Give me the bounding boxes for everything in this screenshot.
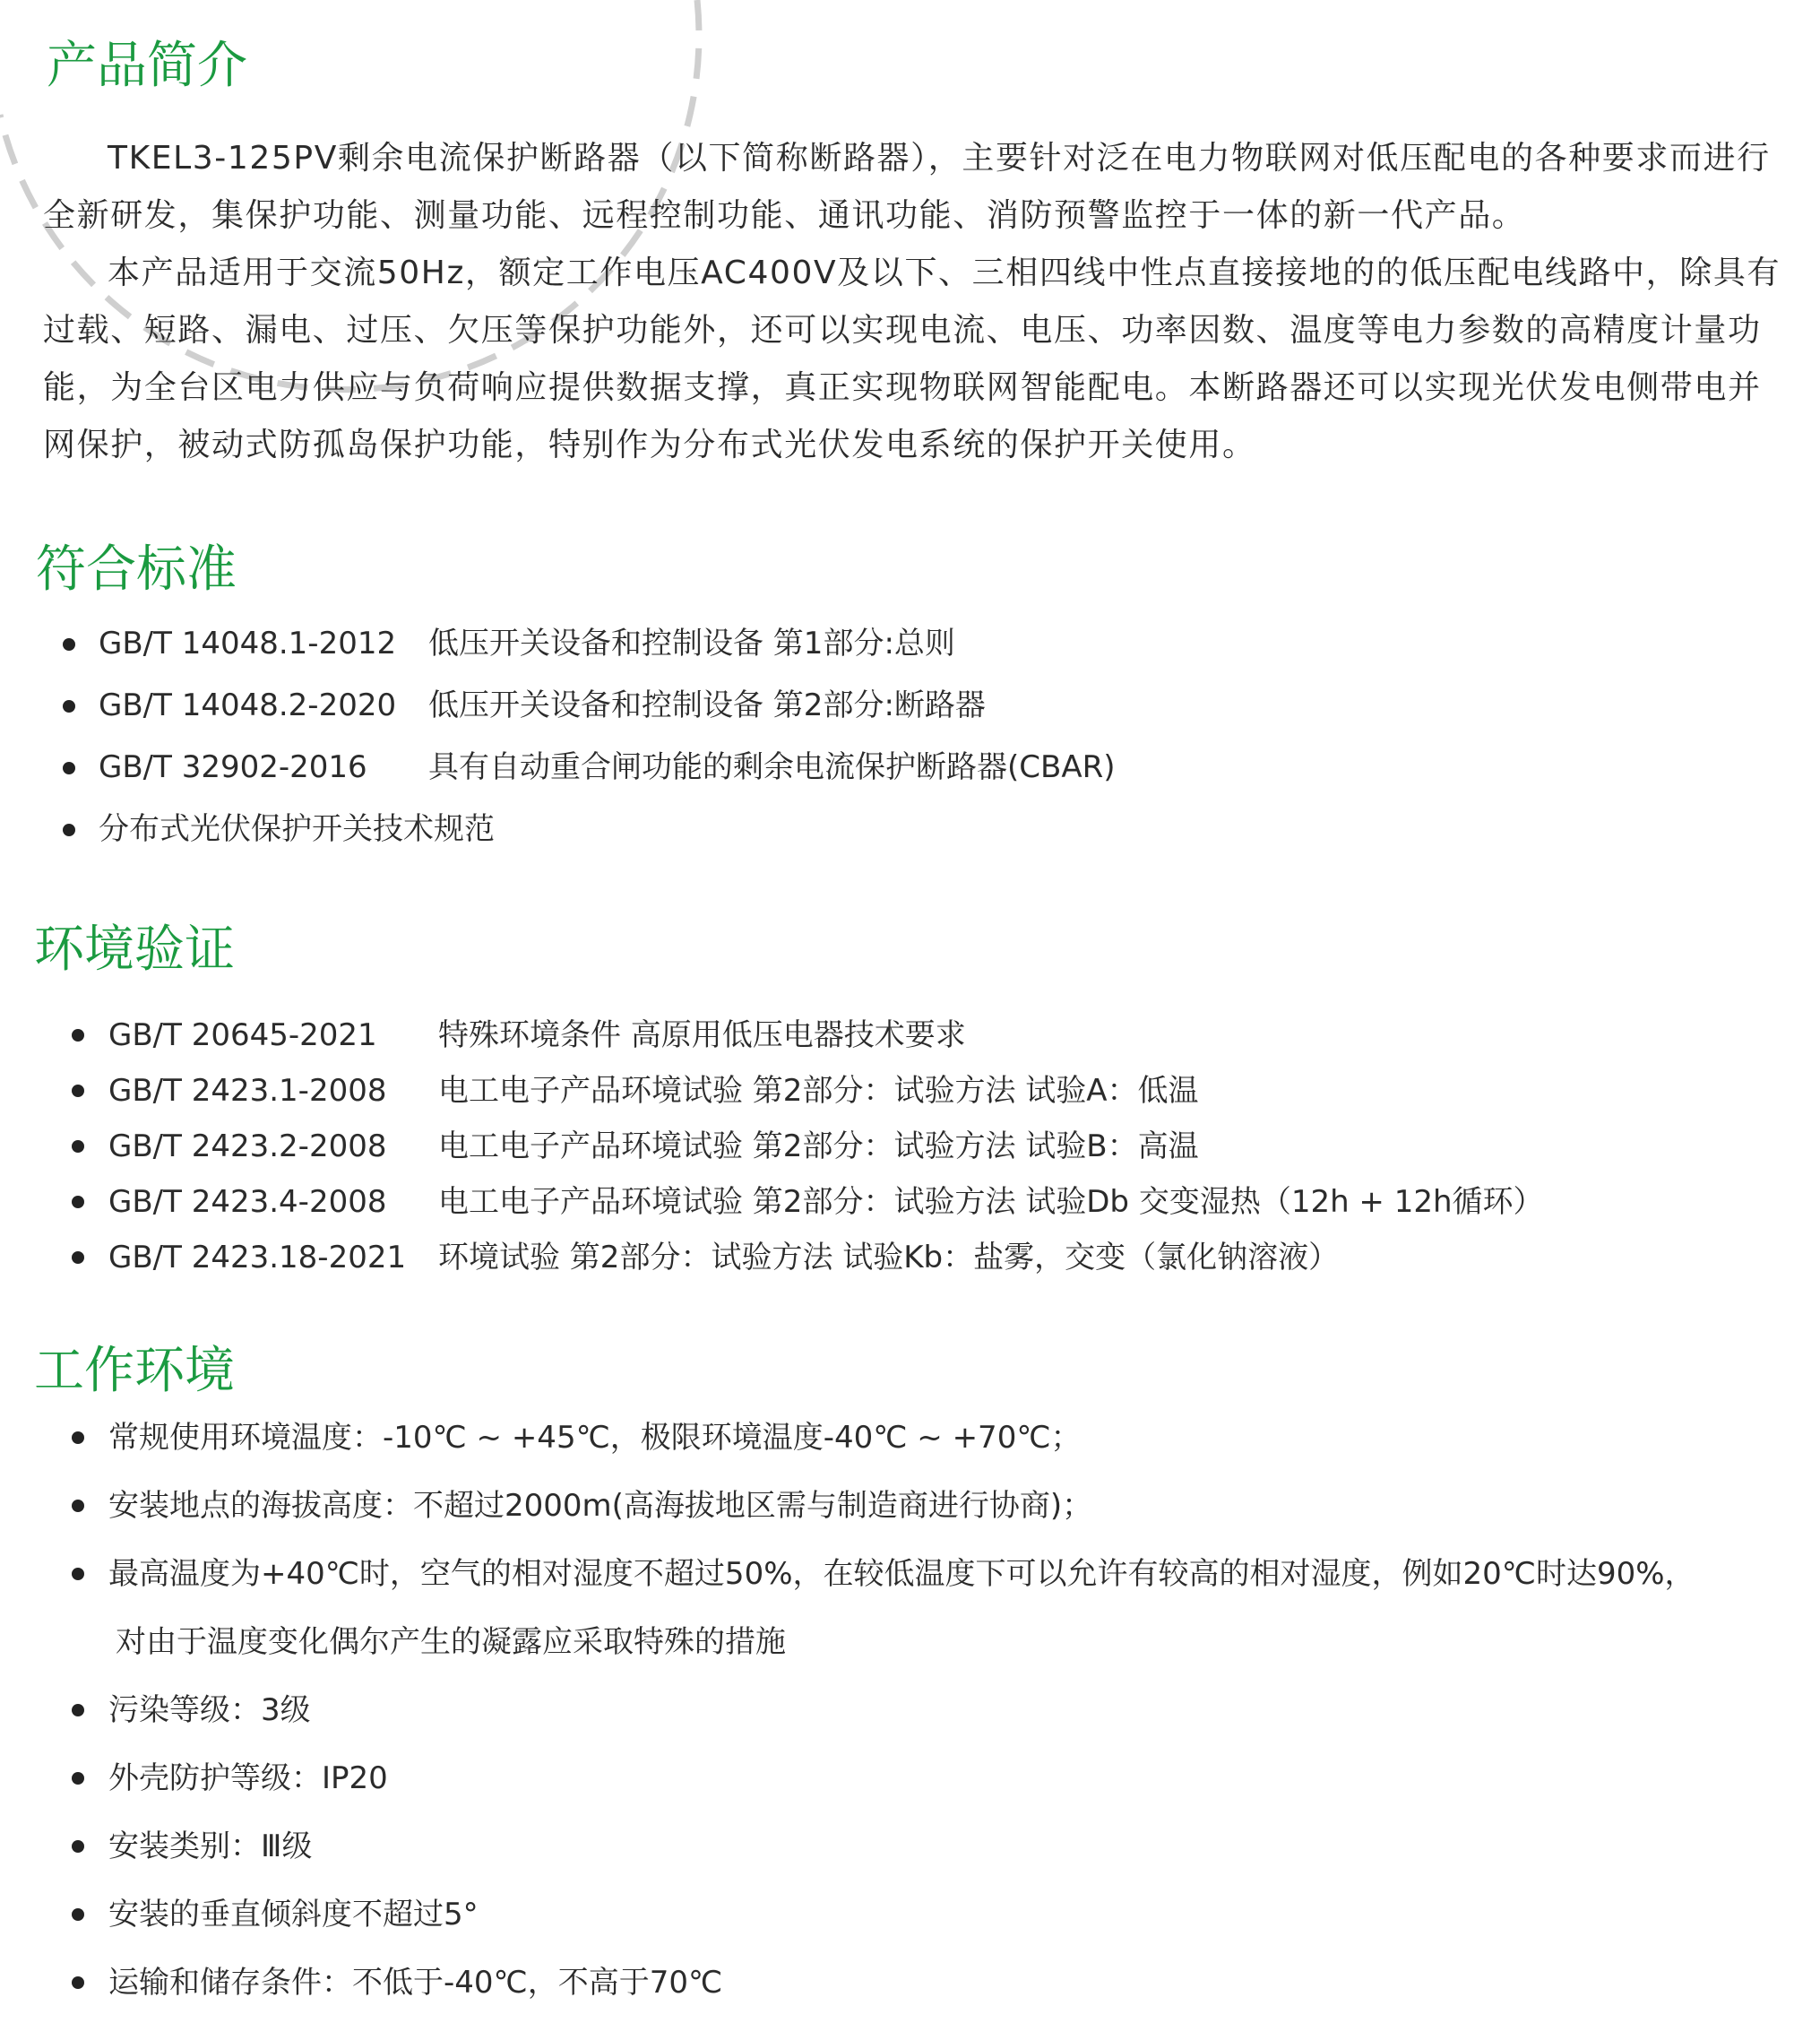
condition-text: 最高温度为+40℃时，空气的相对湿度不超过50%，在较低温度下可以允许有较高的相对湿度，例如20℃时达90%，	[108, 1556, 1695, 1592]
condition-text: 污染等级：3级	[108, 1692, 311, 1728]
list-item	[70, 1949, 1695, 2017]
list-item	[41, 799, 1115, 860]
list-item	[70, 1230, 1544, 1285]
section-heading-intro: 产品简介	[47, 37, 247, 95]
list-item	[70, 1404, 1695, 1472]
list-item	[41, 737, 1115, 799]
test-code: GB/T 20645-2021	[108, 1017, 377, 1053]
standard-code: GB/T 14048.1-2012	[99, 626, 397, 661]
environment-tests-list	[70, 1007, 1544, 1285]
test-code: GB/T 2423.1-2008	[108, 1073, 387, 1109]
test-title: 电工电子产品环境试验 第2部分：试验方法 试验Db 交变湿热（12h + 12h循环）	[438, 1184, 1544, 1220]
intro-paragraph: TKEL3-125PV剩余电流保护断路器（以下简称断路器），主要针对泛在电力物联网对低压配电的各种要求而进行全新研发，集保护功能、测量功能、远程控制功能、通讯功能、消防预警监控于一体的新一代产品。	[43, 140, 1771, 234]
condition-text: 运输和储存条件：不低于-40℃，不高于70℃	[108, 1965, 723, 2001]
list-item	[70, 1174, 1544, 1230]
condition-text-continued: 对由于温度变化偶尔产生的凝露应采取特殊的措施	[116, 1624, 786, 1660]
list-item	[70, 1063, 1544, 1119]
list-item	[41, 675, 1115, 737]
standard-title: 具有自动重合闸功能的剩余电流保护断路器(CBAR)	[428, 749, 1116, 785]
intro-text	[43, 130, 1790, 474]
section-heading-working-conditions: 工作环境	[34, 1342, 235, 1400]
standard-title: 低压开关设备和控制设备 第1部分:总则	[428, 626, 955, 661]
list-item	[70, 1676, 1695, 1744]
test-title: 环境试验 第2部分：试验方法 试验Kb：盐雾，交变（氯化钠溶液）	[438, 1240, 1340, 1275]
list-item	[70, 1007, 1544, 1063]
test-code: GB/T 2423.18-2021	[108, 1240, 407, 1275]
list-item	[70, 1540, 1695, 1676]
list-item	[70, 1812, 1695, 1880]
section-heading-environment-tests: 环境验证	[34, 921, 235, 979]
test-code: GB/T 2423.4-2008	[108, 1184, 387, 1220]
condition-text: 安装类别：Ⅲ级	[108, 1828, 313, 1864]
section-heading-standards: 符合标准	[36, 540, 237, 599]
condition-text: 安装地点的海拔高度：不超过2000m(高海拔地区需与制造商进行协商)；	[108, 1488, 1093, 1524]
standard-title: 低压开关设备和控制设备 第2部分:断路器	[428, 687, 986, 723]
standards-list	[41, 613, 1115, 860]
list-item	[70, 1744, 1695, 1812]
list-item	[70, 1119, 1544, 1174]
test-code: GB/T 2423.2-2008	[108, 1128, 387, 1164]
working-conditions-list	[70, 1404, 1695, 2017]
standard-code: GB/T 32902-2016	[99, 749, 367, 785]
test-title: 电工电子产品环境试验 第2部分：试验方法 试验A：低温	[438, 1073, 1199, 1109]
list-item	[41, 613, 1115, 675]
test-title: 特殊环境条件 高原用低压电器技术要求	[438, 1017, 966, 1053]
standard-code: GB/T 14048.2-2020	[99, 687, 397, 723]
test-title: 电工电子产品环境试验 第2部分：试验方法 试验B：高温	[438, 1128, 1199, 1164]
condition-text: 外壳防护等级：IP20	[108, 1760, 388, 1796]
intro-paragraph: 本产品适用于交流50Hz，额定工作电压AC400V及以下、三相四线中性点直接接地的的低压配电线路中，除具有过载、短路、漏电、过压、欠压等保护功能外，还可以实现电流、电压、功率因数、温度等电力参数的高精度计量功能，为全台区电力供应与负荷响应提供数据支撑，真正实现物联网智能配电。本断路器还可以实现光伏发电侧带电并网保护，被动式防孤岛保护功能，特别作为分布式光伏发电系统的保护开关使用。	[43, 255, 1781, 463]
condition-text: 常规使用环境温度：-10℃ ~ +45℃，极限环境温度-40℃ ~ +70℃；	[108, 1420, 1082, 1456]
list-item	[70, 1880, 1695, 1949]
condition-text: 安装的垂直倾斜度不超过5°	[108, 1897, 479, 1932]
standard-code: 分布式光伏保护开关技术规范	[99, 811, 495, 847]
list-item	[70, 1472, 1695, 1540]
